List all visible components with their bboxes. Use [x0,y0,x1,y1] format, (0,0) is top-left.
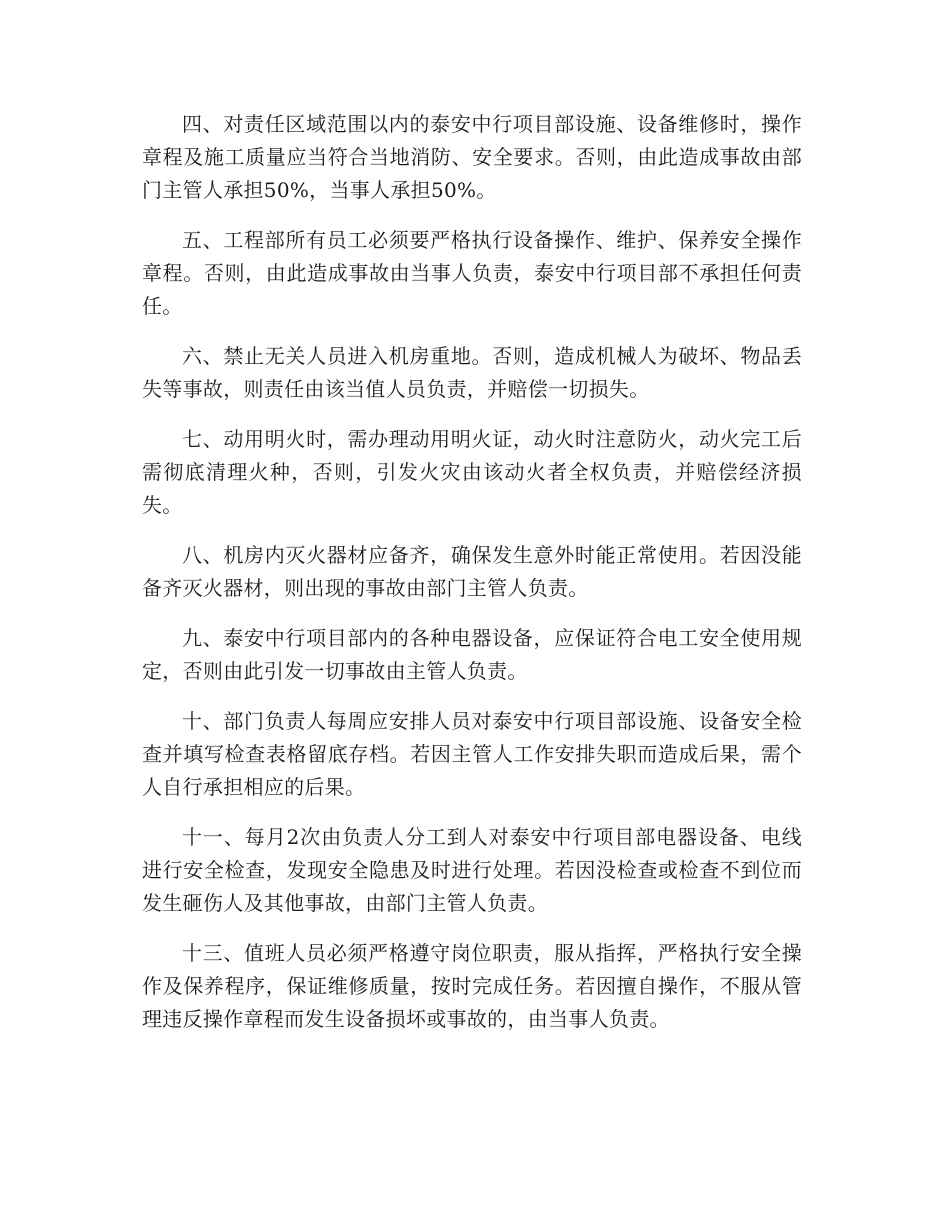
clause-4-paragraph: 四、对责任区域范围以内的泰安中行项目部设施、设备维修时，操作章程及施工质量应当符合当地消防、安全要求。否则，由此造成事故由部门主管人承担50%，当事人承担50%。 [142,112,802,202]
clause-13-paragraph: 十三、值班人员必须严格遵守岗位职责，服从指挥，严格执行安全操作及保养程序，保证维修质量，按时完成任务。若因擅自操作，不服从管理违反操作章程而发生设备损坏或事故的，由当事人负责。 [142,941,802,1031]
clause-9-paragraph: 九、泰安中行项目部内的各种电器设备，应保证符合电工安全使用规定，否则由此引发一切事故由主管人负责。 [142,626,802,683]
clause-6-paragraph: 六、禁止无关人员进入机房重地。否则，造成机械人为破坏、物品丢失等事故，则责任由该当值人员负责，并赔偿一切损失。 [142,344,802,401]
clause-7-paragraph: 七、动用明火时，需办理动用明火证，动火时注意防火，动火完工后需彻底清理火种，否则，引发火灾由该动火者全权负责，并赔偿经济损失。 [142,427,802,517]
clause-8-paragraph: 八、机房内灭火器材应备齐，确保发生意外时能正常使用。若因没能备齐灭火器材，则出现的事故由部门主管人负责。 [142,543,802,600]
clause-5-paragraph: 五、工程部所有员工必须要严格执行设备操作、维护、保养安全操作章程。否则，由此造成事故由当事人负责，泰安中行项目部不承担任何责任。 [142,228,802,318]
clause-11-paragraph: 十一、每月2次由负责人分工到人对泰安中行项目部电器设备、电线进行安全检查，发现安全隐患及时进行处理。若因没检查或检查不到位而发生砸伤人及其他事故，由部门主管人负责。 [142,825,802,915]
clause-10-paragraph: 十、部门负责人每周应安排人员对泰安中行项目部设施、设备安全检查并填写检查表格留底存档。若因主管人工作安排失职而造成后果，需个人自行承担相应的后果。 [142,709,802,799]
document-body [142,108,802,1053]
